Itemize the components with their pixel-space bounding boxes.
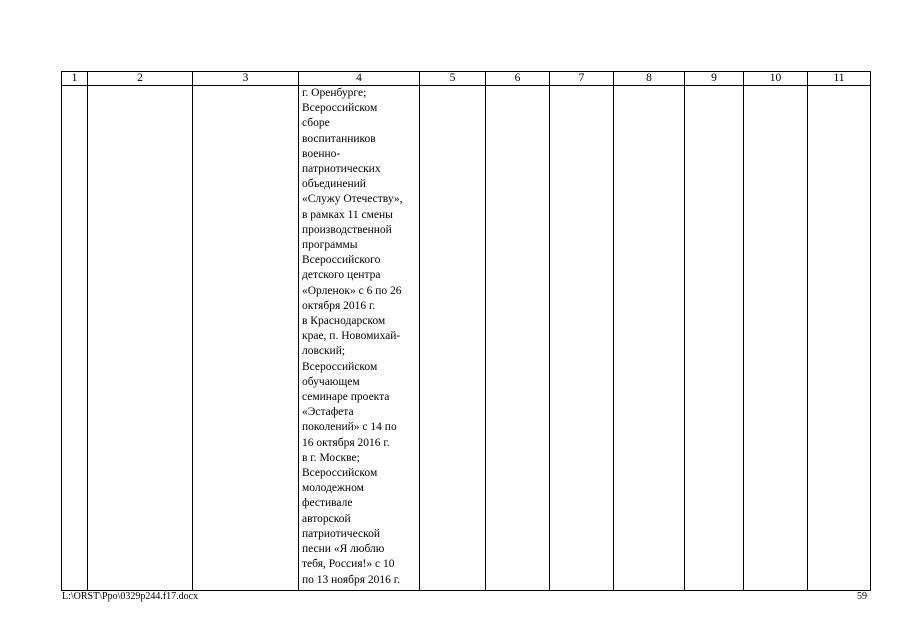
column-header-1: 1: [62, 72, 88, 86]
text-line: патриотической: [302, 527, 380, 540]
footer-page-number: 59: [857, 591, 867, 602]
text-line: детского центра: [302, 269, 381, 282]
table-cell-col7: [550, 86, 614, 591]
table-cell-col1: [62, 86, 88, 591]
table-cell-col6: [486, 86, 550, 591]
column-header-3: 3: [193, 72, 299, 86]
table-header-row: [62, 72, 871, 86]
text-line: в Краснодарском: [302, 315, 386, 328]
table-cell-col11: [808, 86, 871, 591]
column-header-5: 5: [420, 72, 486, 86]
text-line: Всероссийского: [302, 254, 381, 267]
column-header-10: 10: [744, 72, 808, 86]
event-list-text: [299, 86, 419, 588]
text-line: ловский;: [302, 345, 346, 358]
text-line: октября 2016 г.: [302, 299, 376, 312]
text-line: в рамках 11 смены: [302, 208, 393, 221]
column-header-7: 7: [550, 72, 614, 86]
column-header-9: 9: [685, 72, 744, 86]
table-cell-col9: [685, 86, 744, 591]
text-line: по 13 ноября 2016 г.: [302, 573, 401, 586]
text-line: фестивале: [302, 497, 353, 510]
text-line: военно-: [302, 147, 341, 160]
text-line: воспитанников: [302, 132, 376, 145]
text-line: «Служу Отечеству»,: [302, 193, 403, 206]
column-header-6: 6: [486, 72, 550, 86]
text-line: «Орленок» с 6 по 26: [302, 284, 402, 297]
footer-file-path: L:\ORST\Ppo\0329p244.f17.docx: [62, 591, 199, 602]
text-line: обучающем: [302, 375, 360, 388]
text-line: авторской: [302, 512, 351, 525]
column-header-4: 4: [299, 72, 420, 86]
column-header-11: 11: [808, 72, 871, 86]
text-line: крае, п. Новомихай-: [302, 330, 401, 343]
text-line: поколений» с 14 по: [302, 421, 397, 434]
table-cell-col10: [744, 86, 808, 591]
table-row: [62, 86, 871, 591]
text-line: производственной: [302, 223, 392, 236]
column-header-2: 2: [88, 72, 193, 86]
text-line: в г. Москве;: [302, 451, 360, 464]
table-cell-col2: [88, 86, 193, 591]
text-line: объединений: [302, 178, 366, 191]
text-line: Всероссийском: [302, 467, 378, 480]
text-line: патриотических: [302, 163, 381, 176]
text-line: Всероссийском: [302, 360, 378, 373]
text-line: семинаре проекта: [302, 391, 390, 404]
table-cell-col5: [420, 86, 486, 591]
table-cell-col3: [193, 86, 299, 591]
text-line: программы: [302, 239, 358, 252]
text-line: тебя, Россия!» с 10: [302, 558, 395, 571]
text-line: г. Оренбурге;: [302, 87, 367, 99]
table-cell-col4: [299, 86, 420, 591]
text-line: «Эстафета: [302, 406, 354, 419]
text-line: Всероссийском: [302, 102, 378, 115]
document-table: [61, 71, 871, 591]
text-line: сборе: [302, 117, 330, 130]
text-line: молодежном: [302, 482, 364, 495]
column-header-8: 8: [614, 72, 685, 86]
table-cell-col8: [614, 86, 685, 591]
text-line: 16 октября 2016 г.: [302, 436, 390, 449]
text-line: песни «Я люблю: [302, 543, 385, 556]
